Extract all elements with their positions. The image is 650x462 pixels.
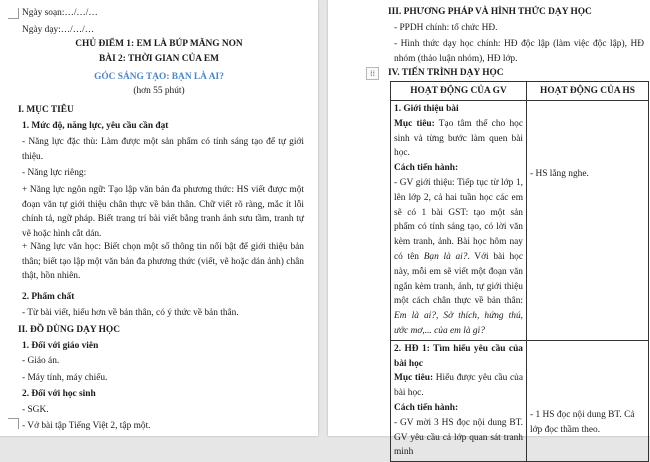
intro-title: 1. Giới thiệu bài — [394, 104, 459, 114]
intro-questions: Em là ai?, Sở thích, hứng thú, ước mơ,... của em là gì? — [394, 311, 523, 336]
subsection-student: 2. Đối với học sinh — [22, 389, 96, 399]
hd1-goal-text: Hiểu được yêu cầu của bài học. — [394, 373, 523, 399]
margin-mark-bottom-left — [8, 418, 19, 429]
paragraph-own-competency: - Năng lực riêng: — [22, 168, 87, 178]
lesson-title: BÀI 2: THỜI GIAN CỦA EM — [99, 54, 219, 64]
date-prepared: Ngày soạn:…/…/… — [22, 8, 98, 18]
intro-text: - GV giới thiệu: Tiếp tục từ lớp 1, lên lớp 2, cả hai tuần học các em sẽ có 1 bài GST: tạo một sản phẩm có tính sáng tạo, có lời văn kèm tranh, ảnh. Bài học hôm nay có tên — [394, 177, 523, 262]
paragraph-main-form: - Hình thức dạy học chính: HĐ độc lập (làm việc độc lập), HĐ nhóm (thảo luận nhóm), HĐ lớp. — [394, 39, 644, 64]
paragraph-specific-competency: - Năng lực đặc thù: Làm được một sản phẩm có tính sáng tạo để tự giới thiệu. — [22, 137, 304, 162]
intro-text-cont: . Với bài học này, mỗi em sẽ viết một đoạn văn ngắn kèm tranh, ảnh, tự giới thiệu một cách chân thực về bản thân: — [394, 251, 523, 307]
hd1-goal-label: Mục tiêu: — [394, 373, 434, 384]
section-process: IV. TIẾN TRÌNH DẠY HỌC — [388, 68, 504, 78]
table-header-row — [391, 82, 649, 101]
subsection-qualities: 2. Phẩm chất — [22, 292, 75, 302]
section-methods: III. PHƯƠNG PHÁP VÀ HÌNH THỨC DẠY HỌC — [388, 7, 592, 17]
paragraph-literary-competency: + Năng lực văn học: Biết chọn một số thông tin nổi bật để giới thiệu bản thân; biết tạo lập một văn bản đa phương thức (viết, vẽ hoặc dán ảnh) chân thật, hồn nhiên. — [22, 242, 304, 281]
paragraph-qualities: - Từ bài viết, hiểu hơn về bản thân, có ý thức về bản thân. — [22, 308, 239, 318]
hd1-student-text: - 1 HS đọc nội dung BT. Cả lớp đọc thầm theo. — [530, 409, 635, 435]
section-materials: II. ĐỒ DÙNG DẠY HỌC — [18, 325, 120, 335]
date-taught: Ngày dạy:…/…/… — [22, 25, 95, 35]
hd1-text: - GV mời 3 HS đọc nội dung BT. GV yêu cầu cả lớp quan sát tranh minh — [394, 417, 523, 458]
subsection-competencies: 1. Mức độ, năng lực, yêu cầu cần đạt — [22, 121, 169, 131]
corner-title: GÓC SÁNG TẠO: BẠN LÀ AI? — [94, 72, 224, 82]
header-student-activity: HOẠT ĐỘNG CỦA HS — [527, 82, 649, 101]
table-row — [391, 101, 649, 341]
intro-goal-label: Mục tiêu: — [394, 118, 435, 129]
header-teacher-activity: HOẠT ĐỘNG CỦA GV — [391, 82, 527, 101]
intro-student-text: - HS lắng nghe. — [530, 169, 589, 179]
hd1-title: 2. HĐ 1: Tìm hiểu yêu cầu của bài học — [394, 343, 523, 369]
intro-lesson-name: Bạn là ai? — [423, 251, 468, 262]
topic-title: CHỦ ĐIỂM 1: EM LÀ BÚP MĂNG NON — [75, 39, 243, 49]
lesson-activity-table — [390, 81, 649, 462]
hd1-how-label: Cách tiến hành: — [394, 402, 459, 413]
duration-text: (hơn 55 phút) — [133, 86, 185, 96]
paragraph-language-competency: + Năng lực ngôn ngữ: Tạo lập văn bản đa phương thức: HS viết được một đoạn văn tự giới thiệu chân thực về bản thân. Chữ viết rõ ràng, mắc ít lỗi chính tả, ngữ pháp. Biết trang trí bài viết bằng tranh ảnh sưu tầm, tranh tự vẽ hoặc hình cắt dán. — [22, 185, 304, 239]
paragraph-main-method: - PPDH chính: tổ chức HĐ. — [394, 23, 498, 33]
item-workbook: - Vở bài tập Tiếng Việt 2, tập một. — [22, 421, 151, 431]
item-lesson-plan: - Giáo án. — [22, 356, 60, 366]
subsection-teacher: 1. Đối với giáo viên — [22, 341, 99, 351]
cell-hd1-student — [527, 340, 649, 461]
cell-intro-teacher — [391, 101, 527, 341]
margin-mark-top-left — [8, 8, 19, 19]
intro-goal-text: Tạo tâm thế cho học sinh và từng bước làm quen bài học. — [394, 118, 523, 159]
cell-intro-student — [527, 101, 649, 341]
section-objectives: I. MỤC TIÊU — [18, 105, 74, 115]
item-textbook: - SGK. — [22, 405, 49, 415]
document-page-left — [0, 0, 318, 436]
table-move-handle-icon[interactable]: ⁞⁞ — [366, 67, 379, 80]
document-page-right — [328, 0, 650, 458]
table-row — [391, 340, 649, 461]
intro-how-label: Cách tiến hành: — [394, 163, 459, 174]
cell-hd1-teacher — [391, 340, 527, 461]
item-computer: - Máy tính, máy chiếu. — [22, 373, 108, 383]
